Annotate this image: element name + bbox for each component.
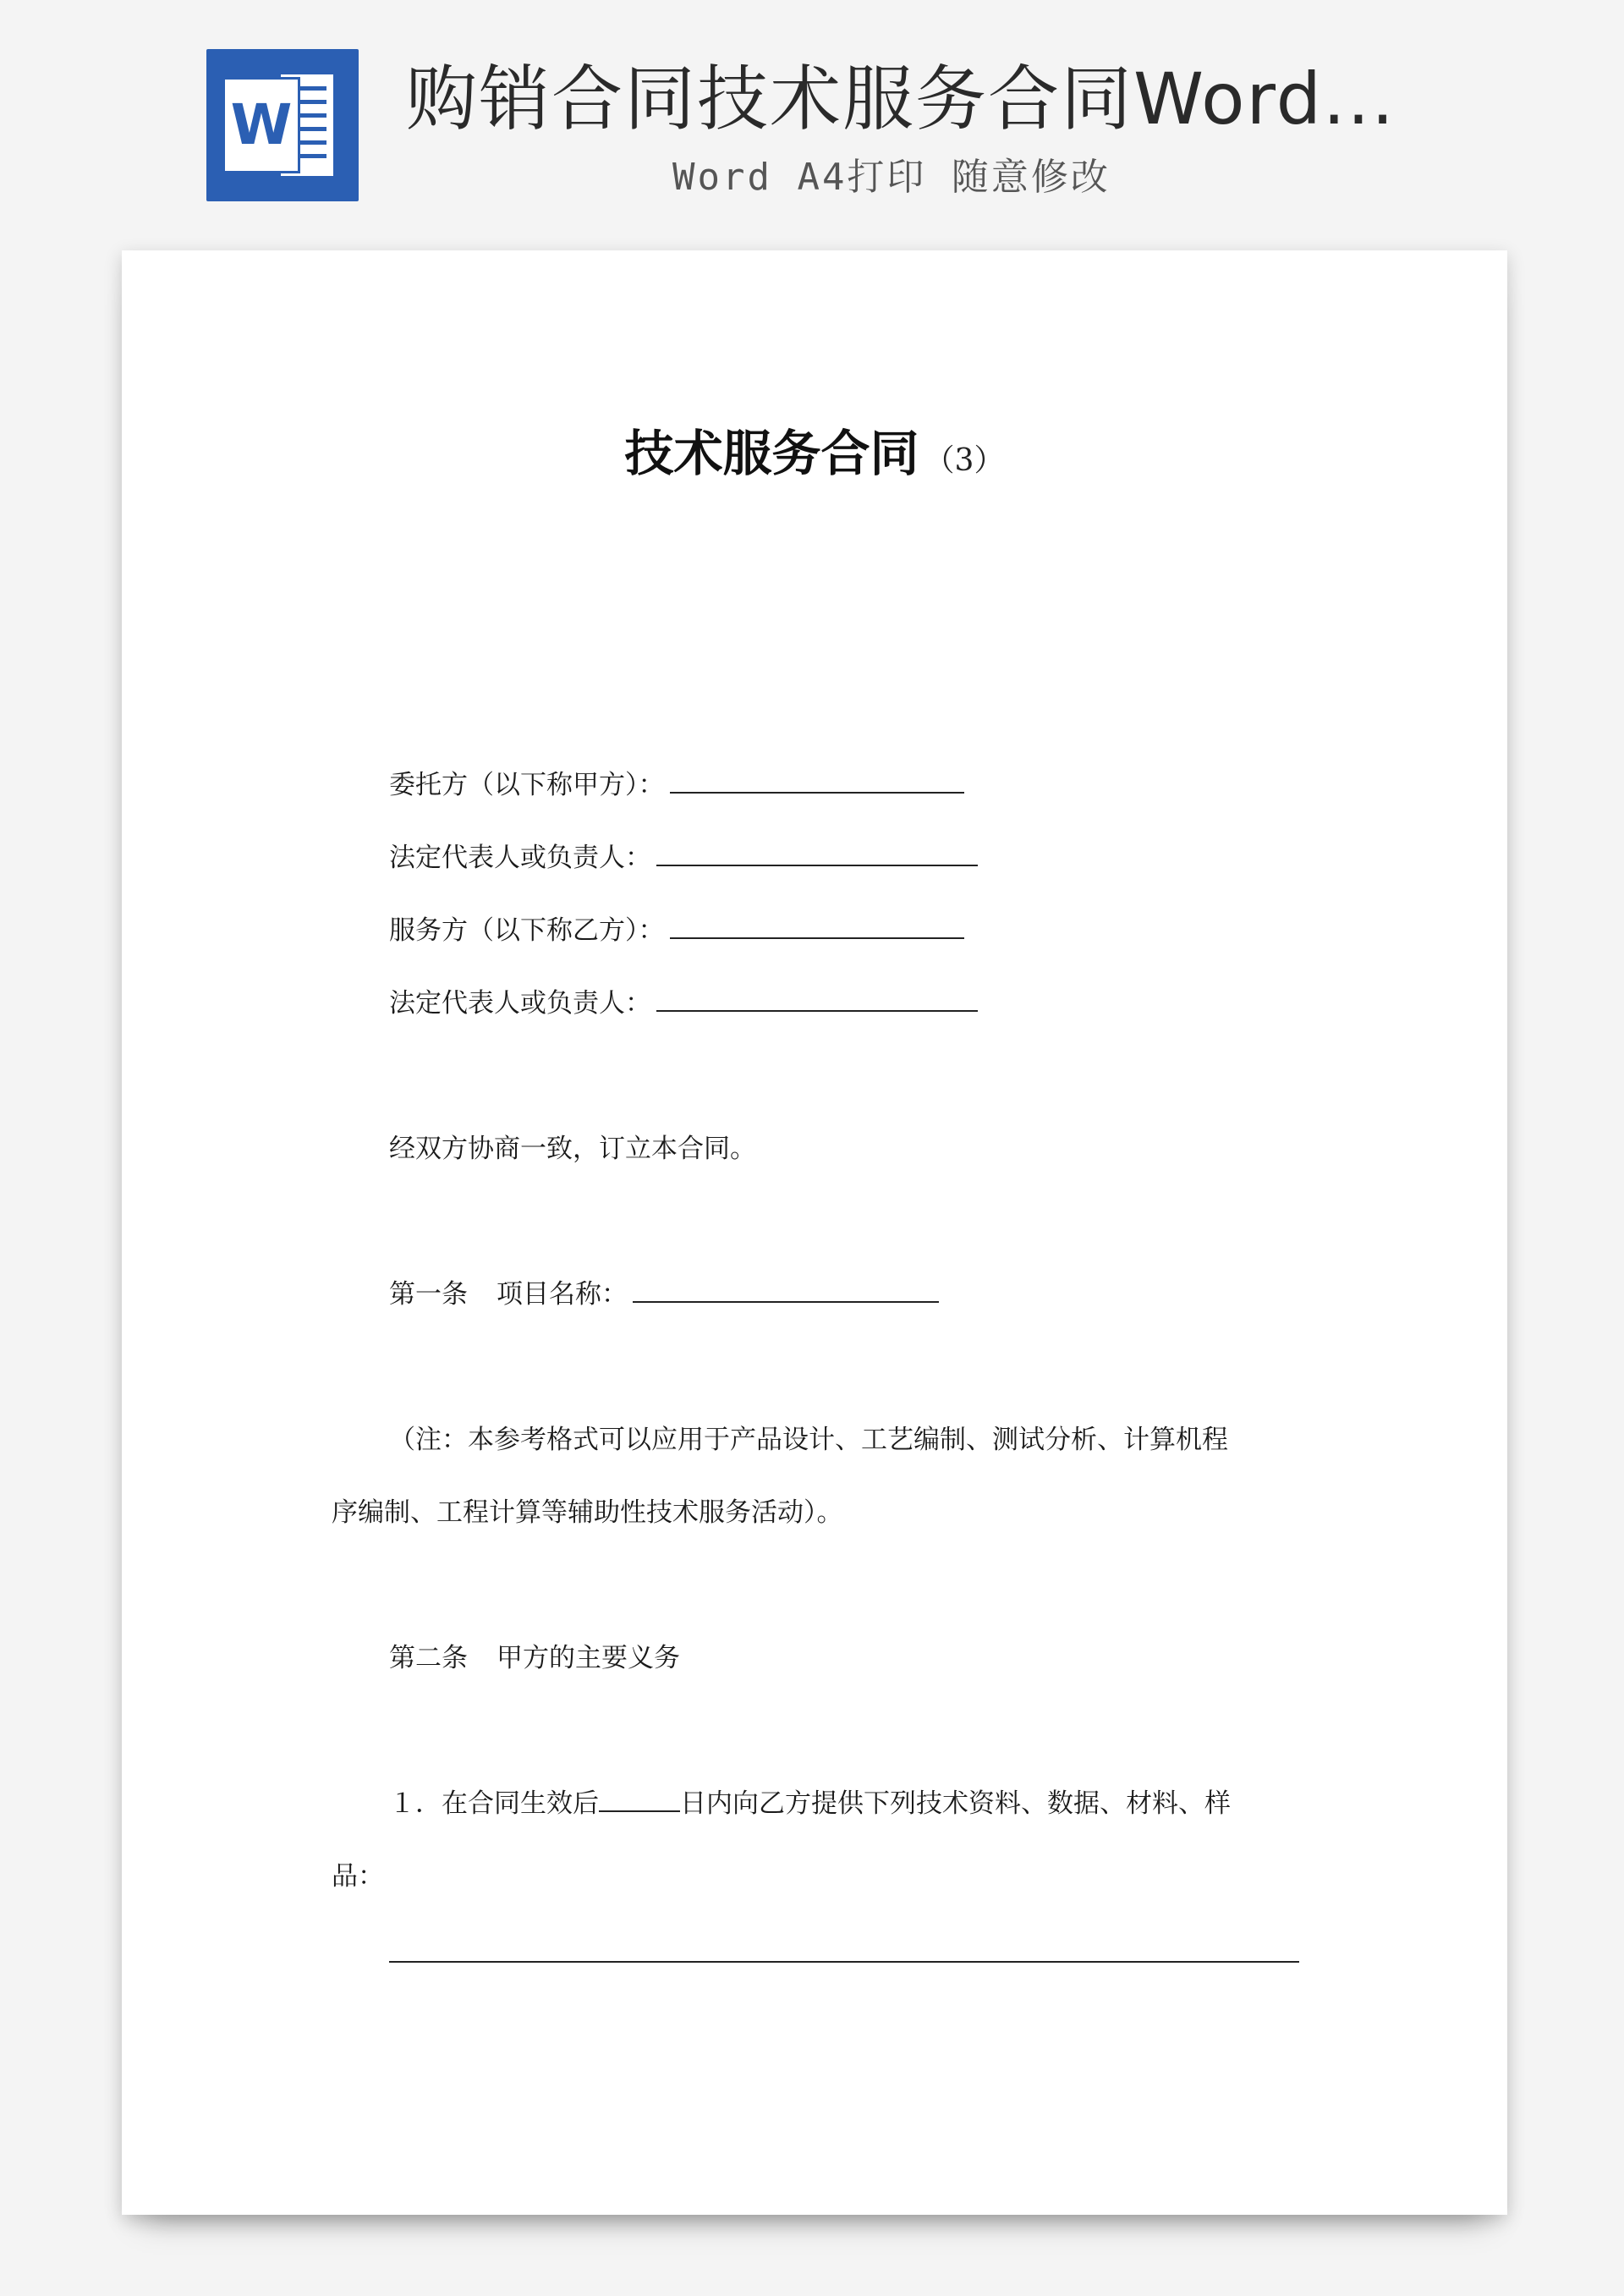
document-page	[122, 250, 1507, 2215]
clause-1-line-1	[389, 1785, 1231, 1822]
clause-1-suffix: 日内向乙方提供下列技术资料、数据、材料、样	[680, 1788, 1231, 1819]
banner-title: 购销合同技术服务合同Word...	[406, 58, 1396, 140]
clause-1-line-2: 品：	[332, 1861, 384, 1892]
party-b-representative-label: 法定代表人或负责人：	[389, 988, 651, 1019]
word-letter: W	[230, 92, 293, 157]
days-blank[interactable]	[599, 1788, 680, 1812]
word-app-icon	[206, 49, 359, 201]
materials-blank-line[interactable]	[389, 1961, 1299, 1963]
note-line-1: （注：本参考格式可以应用于产品设计、工艺编制、测试分析、计算机程	[389, 1425, 1228, 1455]
article-2-heading: 第二条	[389, 1643, 468, 1673]
word-letter-tile	[225, 80, 298, 171]
project-name-blank[interactable]	[633, 1279, 939, 1303]
document-title-text: 技术服务合同	[624, 425, 919, 482]
document-title-number: （3）	[924, 443, 1005, 478]
party-b-field	[389, 912, 964, 949]
note-line-2: 序编制、工程计算等辅助性技术服务活动）。	[332, 1497, 843, 1528]
party-b-blank[interactable]	[670, 915, 964, 939]
party-a-representative-label: 法定代表人或负责人：	[389, 843, 651, 873]
party-a-label: 委托方（以下称甲方）：	[389, 770, 665, 800]
party-a-field	[389, 766, 964, 804]
party-b-representative-blank[interactable]	[656, 988, 978, 1012]
agreement-sentence: 经双方协商一致，订立本合同。	[389, 1134, 756, 1164]
party-a-blank[interactable]	[670, 770, 964, 794]
party-b-label: 服务方（以下称乙方）：	[389, 915, 665, 946]
party-b-representative-field	[389, 985, 978, 1022]
article-1-label: 项目名称：	[497, 1279, 628, 1310]
article-1-heading: 第一条	[389, 1279, 468, 1310]
party-a-representative-field	[389, 839, 978, 876]
article-2-label: 甲方的主要义务	[497, 1643, 680, 1673]
article-1	[389, 1276, 939, 1313]
banner-subtitle: Word A4打印 随意修改	[672, 156, 1111, 199]
document-title	[122, 420, 1507, 495]
article-2	[389, 1640, 680, 1677]
party-a-representative-blank[interactable]	[656, 843, 978, 866]
clause-1-prefix: １．在合同生效后	[389, 1788, 599, 1819]
